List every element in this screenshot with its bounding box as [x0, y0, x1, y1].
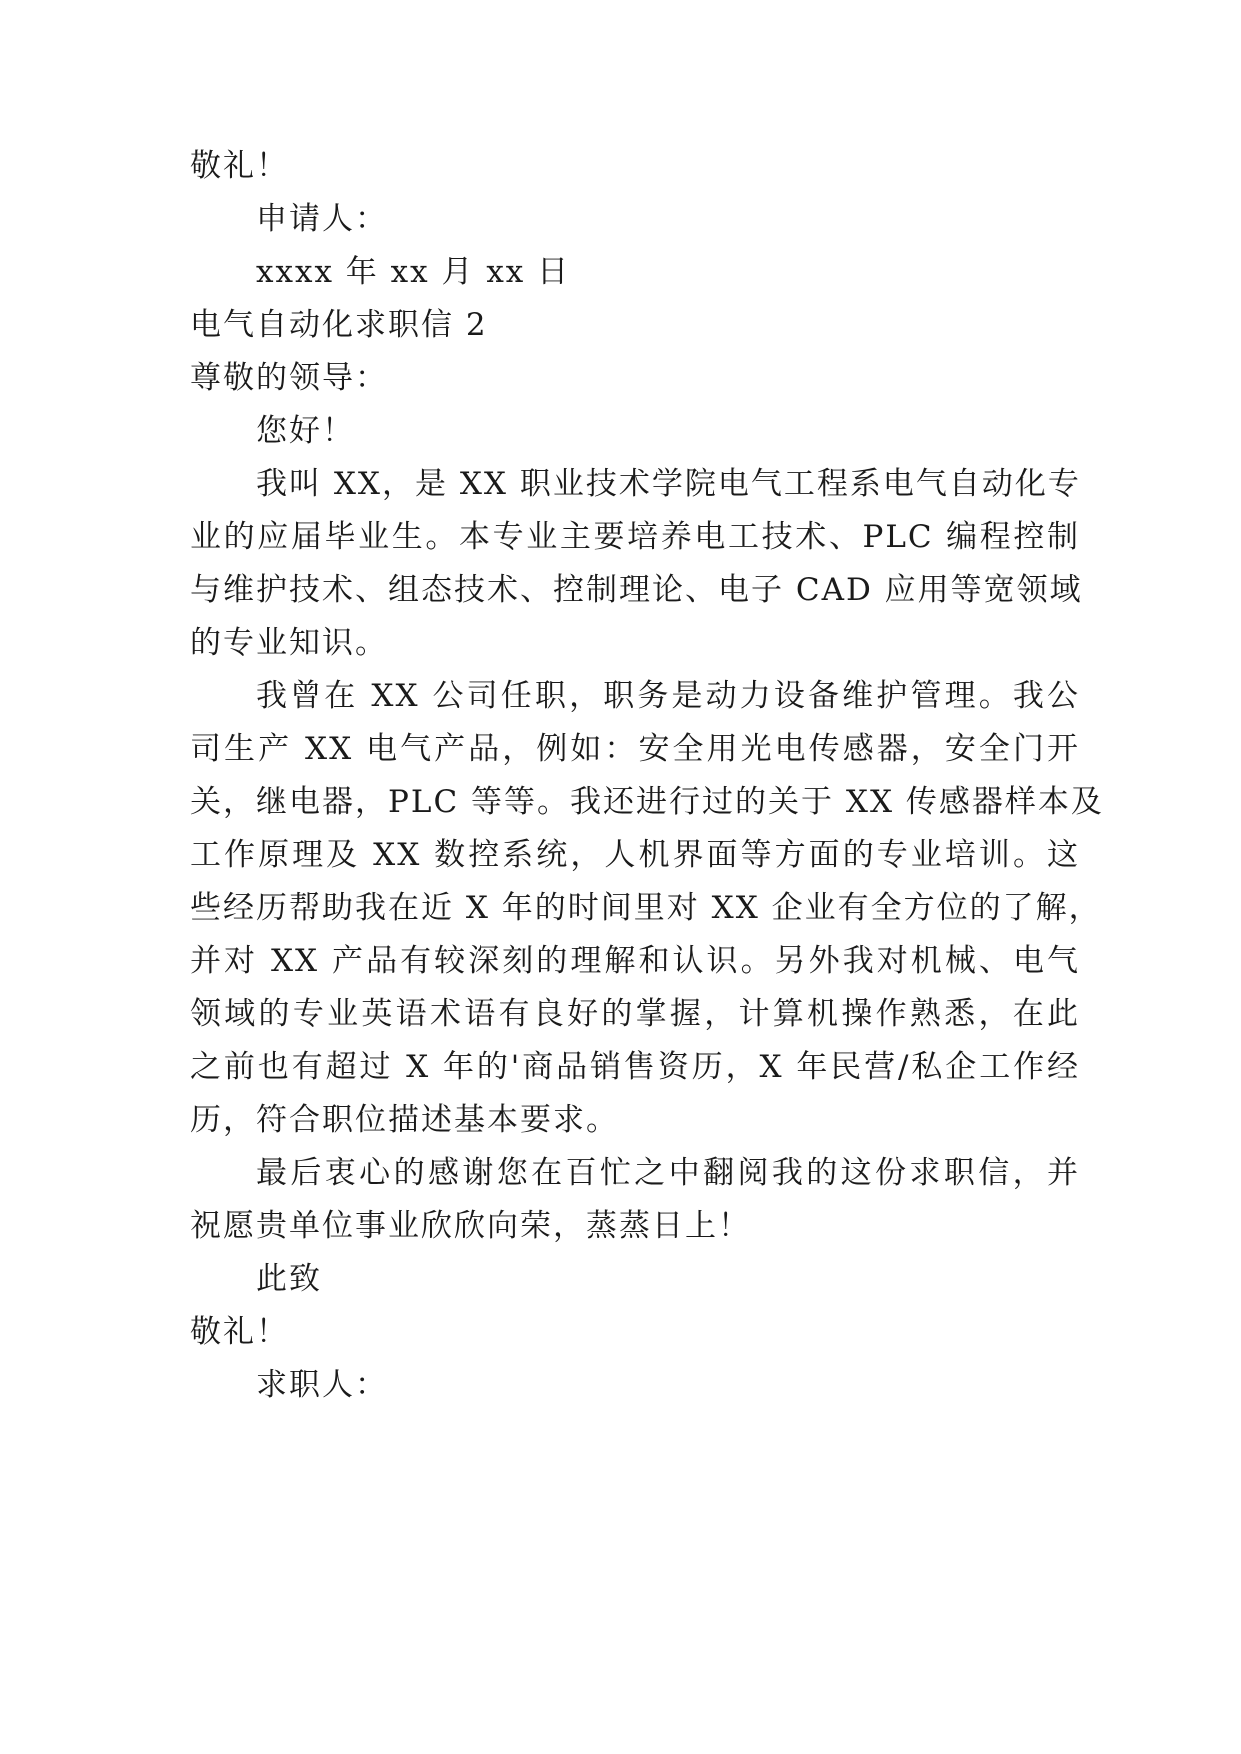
letter-title: 电气自动化求职信 2: [190, 307, 488, 343]
closing-salute: 敬礼！: [190, 148, 289, 184]
paragraph-line: 并对 XX 产品有较深刻的理解和认识。另外我对机械、电气: [190, 943, 1080, 979]
letter-greeting: 尊敬的领导：: [190, 360, 388, 396]
paragraph-line: 关，继电器，PLC 等等。我还进行过的关于 XX 传感器样本及: [190, 784, 1104, 820]
job-seeker-signature-label: 求职人：: [256, 1367, 388, 1403]
paragraph-line: 祝愿贵单位事业欣欣向荣，蒸蒸日上！: [190, 1208, 751, 1244]
applicant-signature-label: 申请人：: [256, 201, 388, 237]
paragraph-line: 最后衷心的感谢您在百忙之中翻阅我的这份求职信，并: [256, 1155, 1080, 1191]
letter-date: xxxx 年 xx 月 xx 日: [256, 254, 571, 290]
paragraph-line: 之前也有超过 X 年的'商品销售资历，X 年民营/私企工作经: [190, 1049, 1080, 1085]
paragraph-line: 与维护技术、组态技术、控制理论、电子 CAD 应用等宽领域: [190, 572, 1083, 608]
letter-closing: 此致: [256, 1261, 322, 1297]
paragraph-line: 工作原理及 XX 数控系统，人机界面等方面的专业培训。这: [190, 837, 1080, 873]
letter-salute: 敬礼！: [190, 1314, 289, 1350]
paragraph-line: 的专业知识。: [190, 625, 388, 661]
paragraph-line: 领域的专业英语术语有良好的掌握，计算机操作熟悉，在此: [190, 996, 1080, 1032]
paragraph-line: 业的应届毕业生。本专业主要培养电工技术、PLC 编程控制: [190, 519, 1080, 555]
paragraph-line: 些经历帮助我在近 X 年的时间里对 XX 企业有全方位的了解，: [190, 890, 1102, 926]
paragraph-line: 我叫 XX，是 XX 职业技术学院电气工程系电气自动化专: [256, 466, 1081, 502]
paragraph-line: 司生产 XX 电气产品，例如：安全用光电传感器，安全门开: [190, 731, 1080, 767]
paragraph-line: 历，符合职位描述基本要求。: [190, 1102, 619, 1138]
letter-hello: 您好！: [256, 413, 355, 449]
paragraph-line: 我曾在 XX 公司任职，职务是动力设备维护管理。我公: [256, 678, 1080, 714]
